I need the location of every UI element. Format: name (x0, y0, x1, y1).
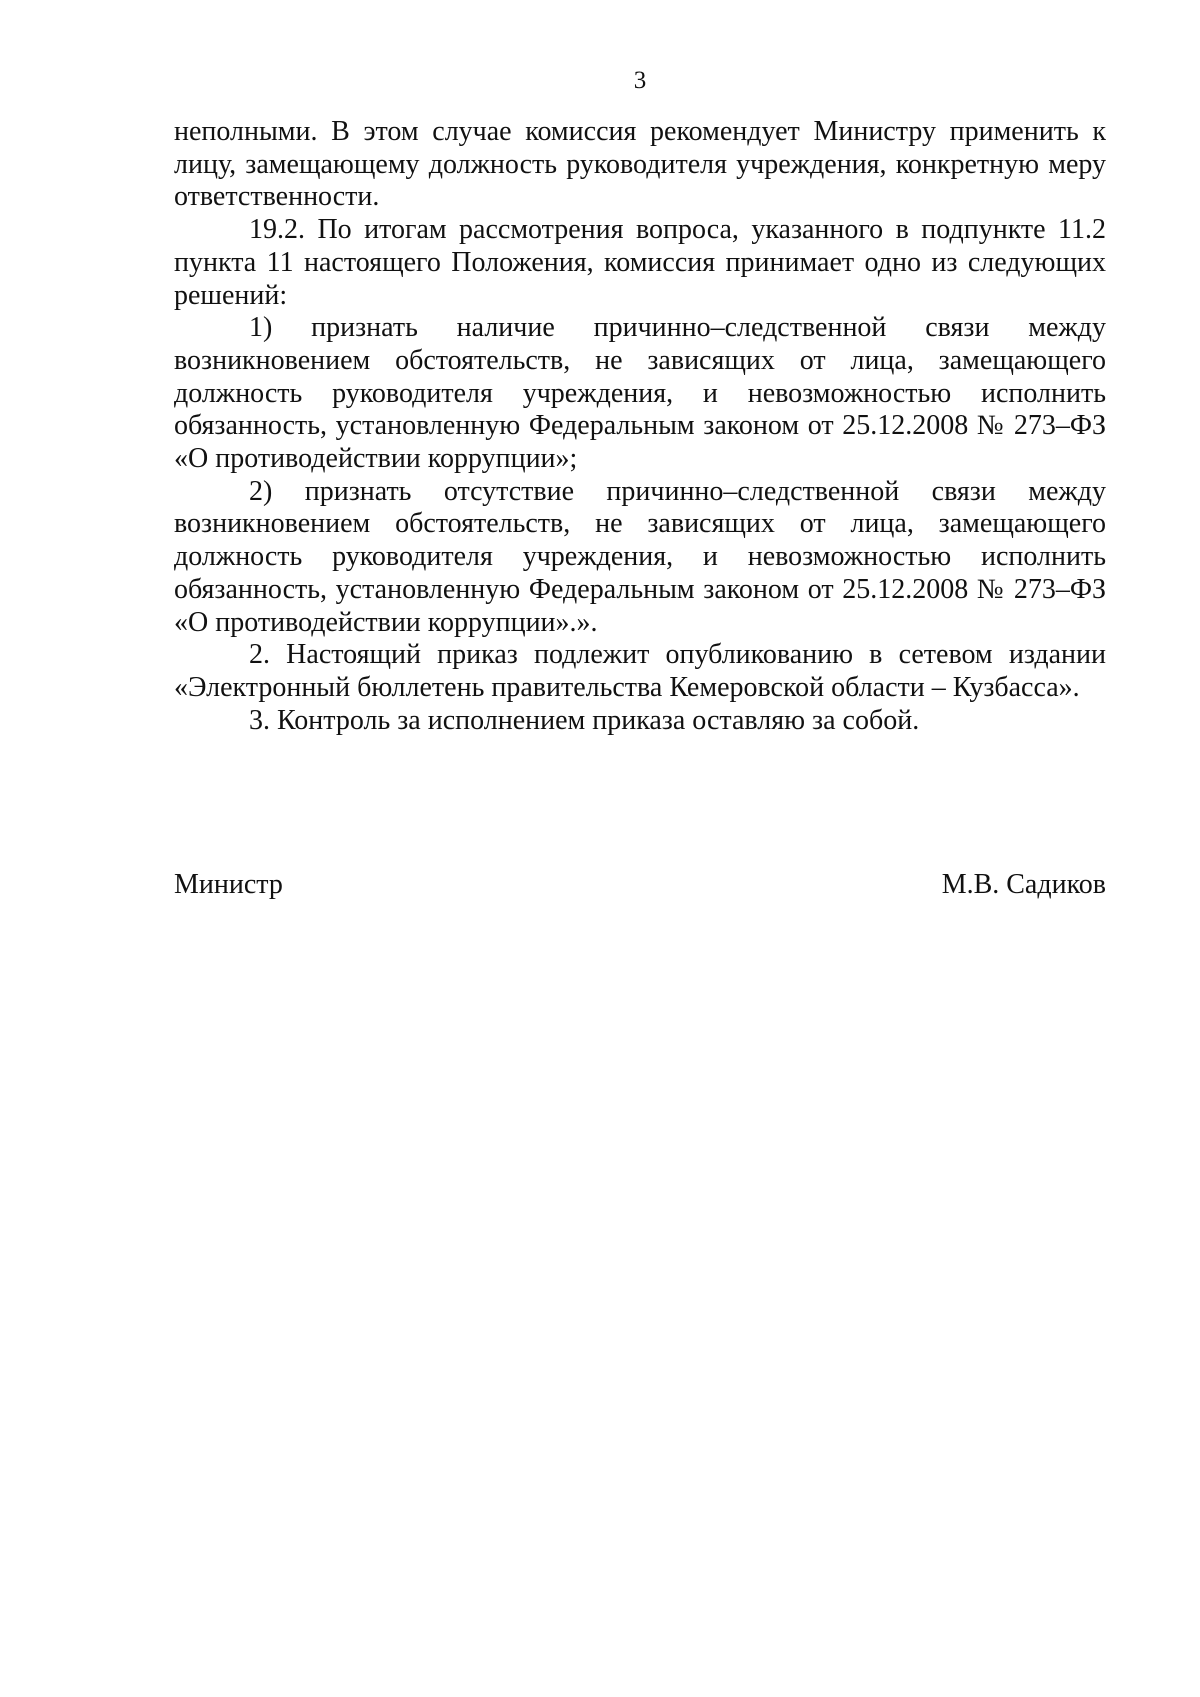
signature-block (174, 868, 1106, 901)
paragraph-publication: 2. Настоящий приказ подлежит опубликованию в сетевом издании «Электронный бюллетень правительства Кемеровской области – Кузбасса». (174, 639, 1106, 703)
page-number: 3 (633, 67, 647, 94)
signatory-name: М.В. Садиков (941, 869, 1106, 900)
paragraph-continuation: неполными. В этом случае комиссия рекомендует Министру применить к лицу, замещающему должность руководителя учреждения, конкретную меру ответственности. (174, 116, 1106, 213)
signatory-title: Министр (174, 869, 283, 900)
document-body (174, 116, 1106, 737)
paragraph-control: 3. Контроль за исполнением приказа оставляю за собой. (249, 704, 920, 736)
paragraph-decision-2: 2) признать отсутствие причинно–следственной связи между возникновением обстоятельств, не зависящих от лица, замещающего должность руководителя учреждения, и невозможностью исполнить обязанность, установленную Федеральным законом от 25.12.2008 № 273–ФЗ «О противодействии коррупции».». (174, 475, 1106, 638)
paragraph-19-2: 19.2. По итогам рассмотрения вопроса, указанного в подпункте 11.2 пункта 11 настоящего Положения, комиссия принимает одно из следующих решений: (174, 214, 1106, 311)
paragraph-decision-1: 1) признать наличие причинно–следственной связи между возникновением обстоятельств, не зависящих от лица, замещающего должность руководителя учреждения, и невозможностью исполнить обязанность, установленную Федеральным законом от 25.12.2008 № 273–ФЗ «О противодействии коррупции»; (174, 312, 1106, 475)
